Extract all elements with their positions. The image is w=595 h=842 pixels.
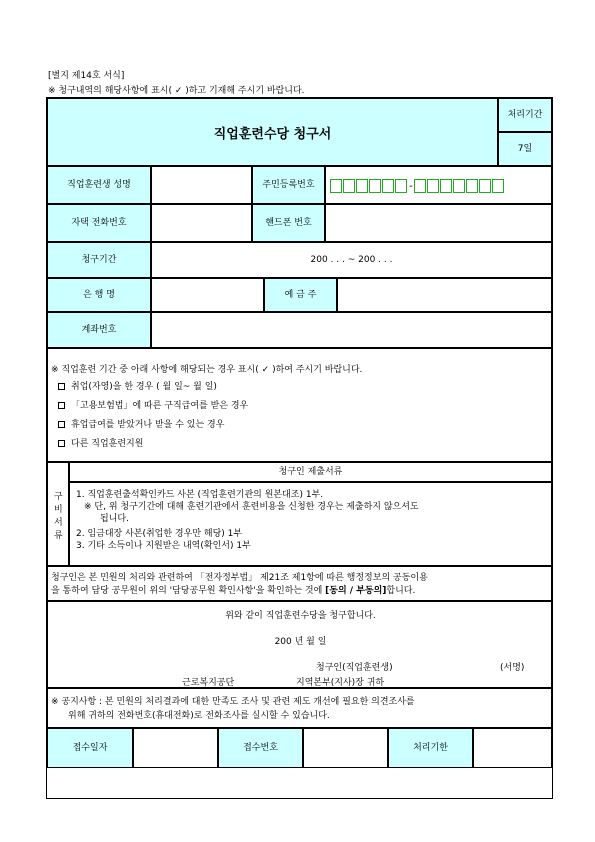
trainee-name-input[interactable] (151, 166, 252, 204)
digit-box[interactable] (343, 179, 355, 193)
document-line-1: 1. 직업훈련출석확인카드 사본 (직업훈련기관의 원본대조) 1부. (76, 490, 324, 500)
account-number-input[interactable] (151, 312, 552, 348)
document-line-3: 3. 기타 소득이나 지원받은 내역(확인서) 1부 (76, 541, 251, 551)
declaration-section (47, 601, 552, 688)
digit-box[interactable] (440, 179, 452, 193)
side-label-char: 구 (54, 492, 63, 502)
document-note: ※ 단, 위 청구기간에 대해 훈련기관에서 훈련비용을 신청한 경우는 제출하지 않으셔도 (84, 502, 419, 512)
checkbox-icon[interactable] (58, 402, 65, 409)
condition-leave-benefit[interactable]: 휴업급여를 받았거나 받을 수 있는 경우 (58, 419, 224, 431)
digit-box[interactable] (369, 179, 381, 193)
mobile-phone-label: 핸드폰 번호 (252, 204, 325, 242)
receipt-date-label: 접수일자 (47, 728, 133, 768)
resident-number-label: 주민등록번호 (252, 166, 325, 204)
digit-box[interactable] (466, 179, 478, 193)
claim-form (46, 97, 553, 799)
digit-box[interactable] (453, 179, 465, 193)
notice-line-1: ※ 공지사항 : 본 민원의 처리결과에 대한 만족도 조사 및 관련 제도 개선에 필요한 의견조사를 (51, 697, 415, 707)
notice-line-2: 위해 귀하의 전화번호(휴대전화)로 전화조사를 실시할 수 있습니다. (68, 711, 330, 721)
depositor-label: 예 금 주 (264, 278, 337, 312)
receipt-number-label: 접수번호 (218, 728, 303, 768)
checkbox-icon[interactable] (58, 440, 65, 447)
digit-box[interactable] (382, 179, 394, 193)
condition-other-training[interactable]: 다른 직업훈련지원 (58, 438, 143, 450)
organization-name: 근로복지공단 (182, 678, 235, 688)
resident-number-boxes[interactable] (330, 176, 505, 195)
declaration-text: 위와 같이 직업훈련수당을 청구합니다. (225, 611, 376, 621)
conditions-intro: ※ 직업훈련 기간 중 아래 사항에 해당되는 경우 표시( ✓ )하여 주시기 바랍니다. (51, 365, 363, 375)
documents-header: 청구인 제출서류 (69, 462, 552, 482)
checkbox-icon[interactable] (58, 383, 65, 390)
trainee-name-label: 직업훈련생 성명 (47, 166, 151, 204)
home-phone-label: 자택 전화번호 (47, 204, 151, 242)
consent-line-2: 을 통하여 담당 공무원이 위의 '담당공무원 확인사항'을 확인하는 것에 [동의 / 부동의]합니다. (51, 586, 416, 596)
depositor-input[interactable] (337, 278, 552, 312)
consent-choice[interactable]: [동의 / 부동의] (325, 586, 387, 596)
digit-box[interactable] (395, 179, 407, 193)
side-label-char: 류 (54, 531, 63, 541)
bank-name-input[interactable] (151, 278, 264, 312)
digit-box[interactable] (492, 179, 504, 193)
documents-side-label (47, 462, 69, 566)
processing-period-label: 처리기간 (498, 98, 552, 132)
documents-list (69, 482, 552, 566)
digit-box[interactable] (414, 179, 426, 193)
deadline-input[interactable] (473, 728, 552, 768)
notice-section (47, 688, 552, 728)
digit-box[interactable] (356, 179, 368, 193)
receipt-number-input[interactable] (303, 728, 388, 768)
side-label-char: 서 (54, 518, 63, 528)
conditions-section (47, 348, 552, 462)
digit-box[interactable] (330, 179, 342, 193)
mobile-phone-input[interactable] (325, 204, 552, 242)
form-number: [별지 제14호 서식] (48, 71, 125, 81)
home-phone-input[interactable] (151, 204, 252, 242)
checkbox-icon[interactable] (58, 421, 65, 428)
deadline-label: 처리기한 (388, 728, 473, 768)
digit-box[interactable] (479, 179, 491, 193)
condition-employment[interactable]: 취업(자영)을 한 경우 ( 월 일~ 월 일) (58, 381, 217, 393)
branch-recipient: 지역본부(지사)장 귀하 (296, 678, 385, 688)
resident-number-dash: - (409, 180, 413, 192)
document-note-cont: 됩니다. (100, 514, 129, 524)
claimant-label: 청구인(직업훈련생) (316, 663, 393, 673)
form-title: 직업훈련수당 청구서 (213, 126, 332, 142)
bank-name-label: 은 행 명 (47, 278, 151, 312)
account-number-label: 계좌번호 (47, 312, 151, 348)
title-cell (47, 98, 498, 166)
consent-line-1: 청구인은 본 민원의 처리와 관련하여 「전자정부법」 제21조 제1항에 따른 행정정보의 공동이용 (51, 573, 428, 583)
declaration-date[interactable]: 200 년 월 일 (274, 637, 327, 647)
claim-period-input[interactable]: 200 . . . ~ 200 . . . (151, 242, 552, 278)
resident-number-input[interactable] (325, 166, 552, 204)
document-line-2: 2. 임금대장 사본(취업한 경우만 해당) 1부 (76, 529, 243, 539)
processing-period-value: 7일 (498, 132, 552, 166)
instruction-text: ※ 청구내역의 해당사항에 표시( ✓ )하고 기재해 주시기 바랍니다. (48, 86, 305, 96)
side-label-char: 비 (54, 505, 63, 515)
receipt-date-input[interactable] (133, 728, 218, 768)
claim-period-label: 청구기간 (47, 242, 151, 278)
condition-job-seeking-benefit[interactable]: 「고용보험법」에 따른 구직급여를 받은 경우 (58, 400, 248, 412)
consent-section (47, 566, 552, 601)
signature-field[interactable]: (서명) (500, 663, 525, 673)
digit-box[interactable] (427, 179, 439, 193)
documents-side-text (54, 491, 63, 543)
